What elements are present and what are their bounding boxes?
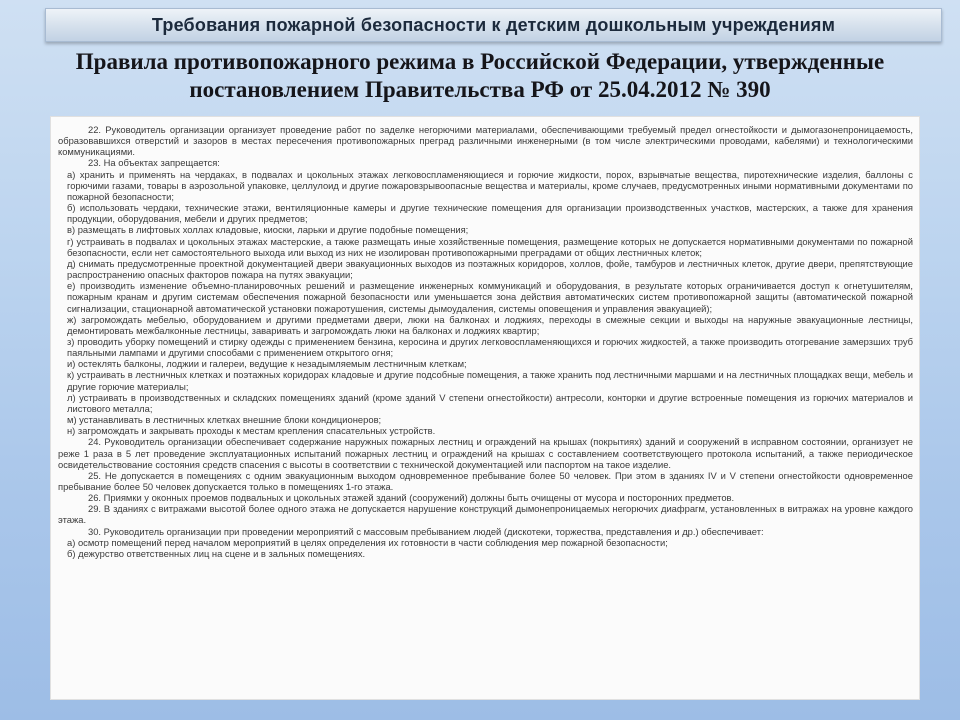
item-23zh: ж) загромождать мебелью, оборудованием и другими предметами двери, люки на балконах и лоджиях, переходы в смежные секции и выходы на наружные эвакуационные лестницы, демонтировать межбалконные лестницы, заваривать и загромождать люки на балконах и лоджиях квартир; (67, 313, 913, 336)
paragraph-25: 25. Не допускается в помещениях с одним эвакуационным выходом одновременное пребывание более 50 человек. При этом в зданиях IV и V степени огнестойкости одновременное пребывание более 50 человек допускается только в помещениях 1-го этажа. (58, 469, 913, 492)
item-23z: з) проводить уборку помещений и стирку одежды с применением бензина, керосина и других легковоспламеняющихся и горючих жидкостей, а также производить отогревание замерзших труб паяльными лампами и другими способами с применением открытого огня; (67, 335, 913, 359)
item-30a: а) осмотр помещений перед началом мероприятий в целях определения их готовности в части соблюдения мер пожарной безопасности; (67, 536, 668, 548)
item-23i: и) остеклять балконы, лоджии и галереи, ведущие к незадымляемым лестничным клеткам; (67, 358, 467, 370)
item-23v: в) размещать в лифтовых холлах кладовые, киоски, ларьки и другие подобные помещения; (67, 224, 469, 236)
item-23m: м) устанавливать в лестничных клетках внешние блоки кондиционеров; (67, 414, 382, 426)
subtitle-line-1: Правила противопожарного режима в Российской Федерации, утвержденные (75, 49, 885, 74)
item-23b: б) использовать чердаки, технические этажи, вентиляционные камеры и другие технические помещения для организации производственных участков, мастерских, а также для хранения продукции, оборудования, мебели и других предметов; (67, 202, 913, 225)
paragraph-22: 22. Руководитель организации организует проведение работ по заделке негорючими материалами, обеспечивающими требуемый предел огнестойкости и дымогазонепроницаемость, образовавшихся отверстий и зазоров в местах пересечения противопожарных преград различными инженерными (в том числе электрическими проводами, кабелями) и технологическими коммуникациями. (58, 124, 913, 158)
item-23d: д) снимать предусмотренные проектной документацией двери эвакуационных выходов из поэтажных коридоров, холлов, фойе, тамбуров и лестничных клеток, другие двери, препятствующие распространению опасных факторов пожара на путях эвакуации; (67, 257, 913, 281)
regulation-subtitle (30, 48, 930, 104)
paragraph-26: 26. Приямки у оконных проемов подвальных и цокольных этажей зданий (сооружений) должны быть очищены от мусора и посторонних предметов. (88, 492, 735, 504)
item-23k: к) устраивать в лестничных клетках и поэтажных коридорах кладовые и другие подсобные помещения, а также хранить под лестничными маршами и на лестничных площадках вещи, мебель и другие горючие материалы; (67, 369, 913, 392)
item-23g: г) устраивать в подвалах и цокольных этажах мастерские, а также размещать иные хозяйственные помещения, размещение которых не допускается нормативными документами по пожарной безопасности, если нет самостоятельного выхода или выход из них не изолирован противопожарными преградами от общих лестничных клеток; (67, 235, 913, 258)
item-23l: л) устраивать в производственных и складских помещениях зданий (кроме зданий V степени огнестойкости) антресоли, конторки и другие встроенные помещения из горючих материалов и листового металла; (67, 391, 913, 414)
item-23n: н) загромождать и закрывать проходы к местам крепления спасательных устройств. (67, 425, 436, 437)
paragraph-24: 24. Руководитель организации обеспечивает содержание наружных пожарных лестниц и ограждений на крышах (покрытиях) зданий и сооружений в исправном состоянии, организует не реже 1 раза в 5 лет проведение эксплуатационных испытаний пожарных лестниц и ограждений на крышах с составлением соответствующего протокола испытаний, а также периодическое освидетельствование состояния средств спасения с высоты в соответствии с технической документацией или паспортом на такое изделие. (58, 436, 913, 470)
item-23e: е) производить изменение объемно-планировочных решений и размещение инженерных коммуникаций и оборудования, в результате которых ограничивается доступ к огнетушителям, пожарным кранам и другим системам обеспечения пожарной безопасности или уменьшается зона действия автоматических систем противопожарной защиты (автоматической пожарной сигнализации, стационарной автоматической установки пожаротушения, системы дымоудаления, системы оповещения и управления эвакуацией); (67, 280, 913, 314)
item-23a: а) хранить и применять на чердаках, в подвалах и цокольных этажах легковоспламеняющиеся и горючие жидкости, порох, взрывчатые вещества, пиротехнические изделия, баллоны с горючими газами, товары в аэрозольной упаковке, целлулоид и другие пожаровзрывоопасные вещества и материалы, кроме случаев, предусмотренных иными нормативными документами по пожарной безопасности; (67, 168, 913, 202)
item-30b: б) дежурство ответственных лиц на сцене и в зальных помещениях. (67, 547, 366, 559)
paragraph-29: 29. В зданиях с витражами высотой более одного этажа не допускается нарушение конструкций дымонепроницаемых негорючих диафрагм, установленных в витражах на уровне каждого этажа. (58, 503, 913, 526)
title-banner (45, 8, 942, 42)
paragraph-23-intro: 23. На объектах запрещается: (88, 157, 220, 169)
document-text-panel (50, 116, 920, 700)
paragraph-30: 30. Руководитель организации при проведении мероприятий с массовым пребыванием людей (дискотеки, торжества, представления и др.) обеспечивает: (88, 525, 764, 537)
banner-title: Требования пожарной безопасности к детским дошкольным учреждениям (151, 14, 836, 35)
subtitle-line-2: постановлением Правительства РФ от 25.04.2012 № 390 (189, 77, 771, 102)
